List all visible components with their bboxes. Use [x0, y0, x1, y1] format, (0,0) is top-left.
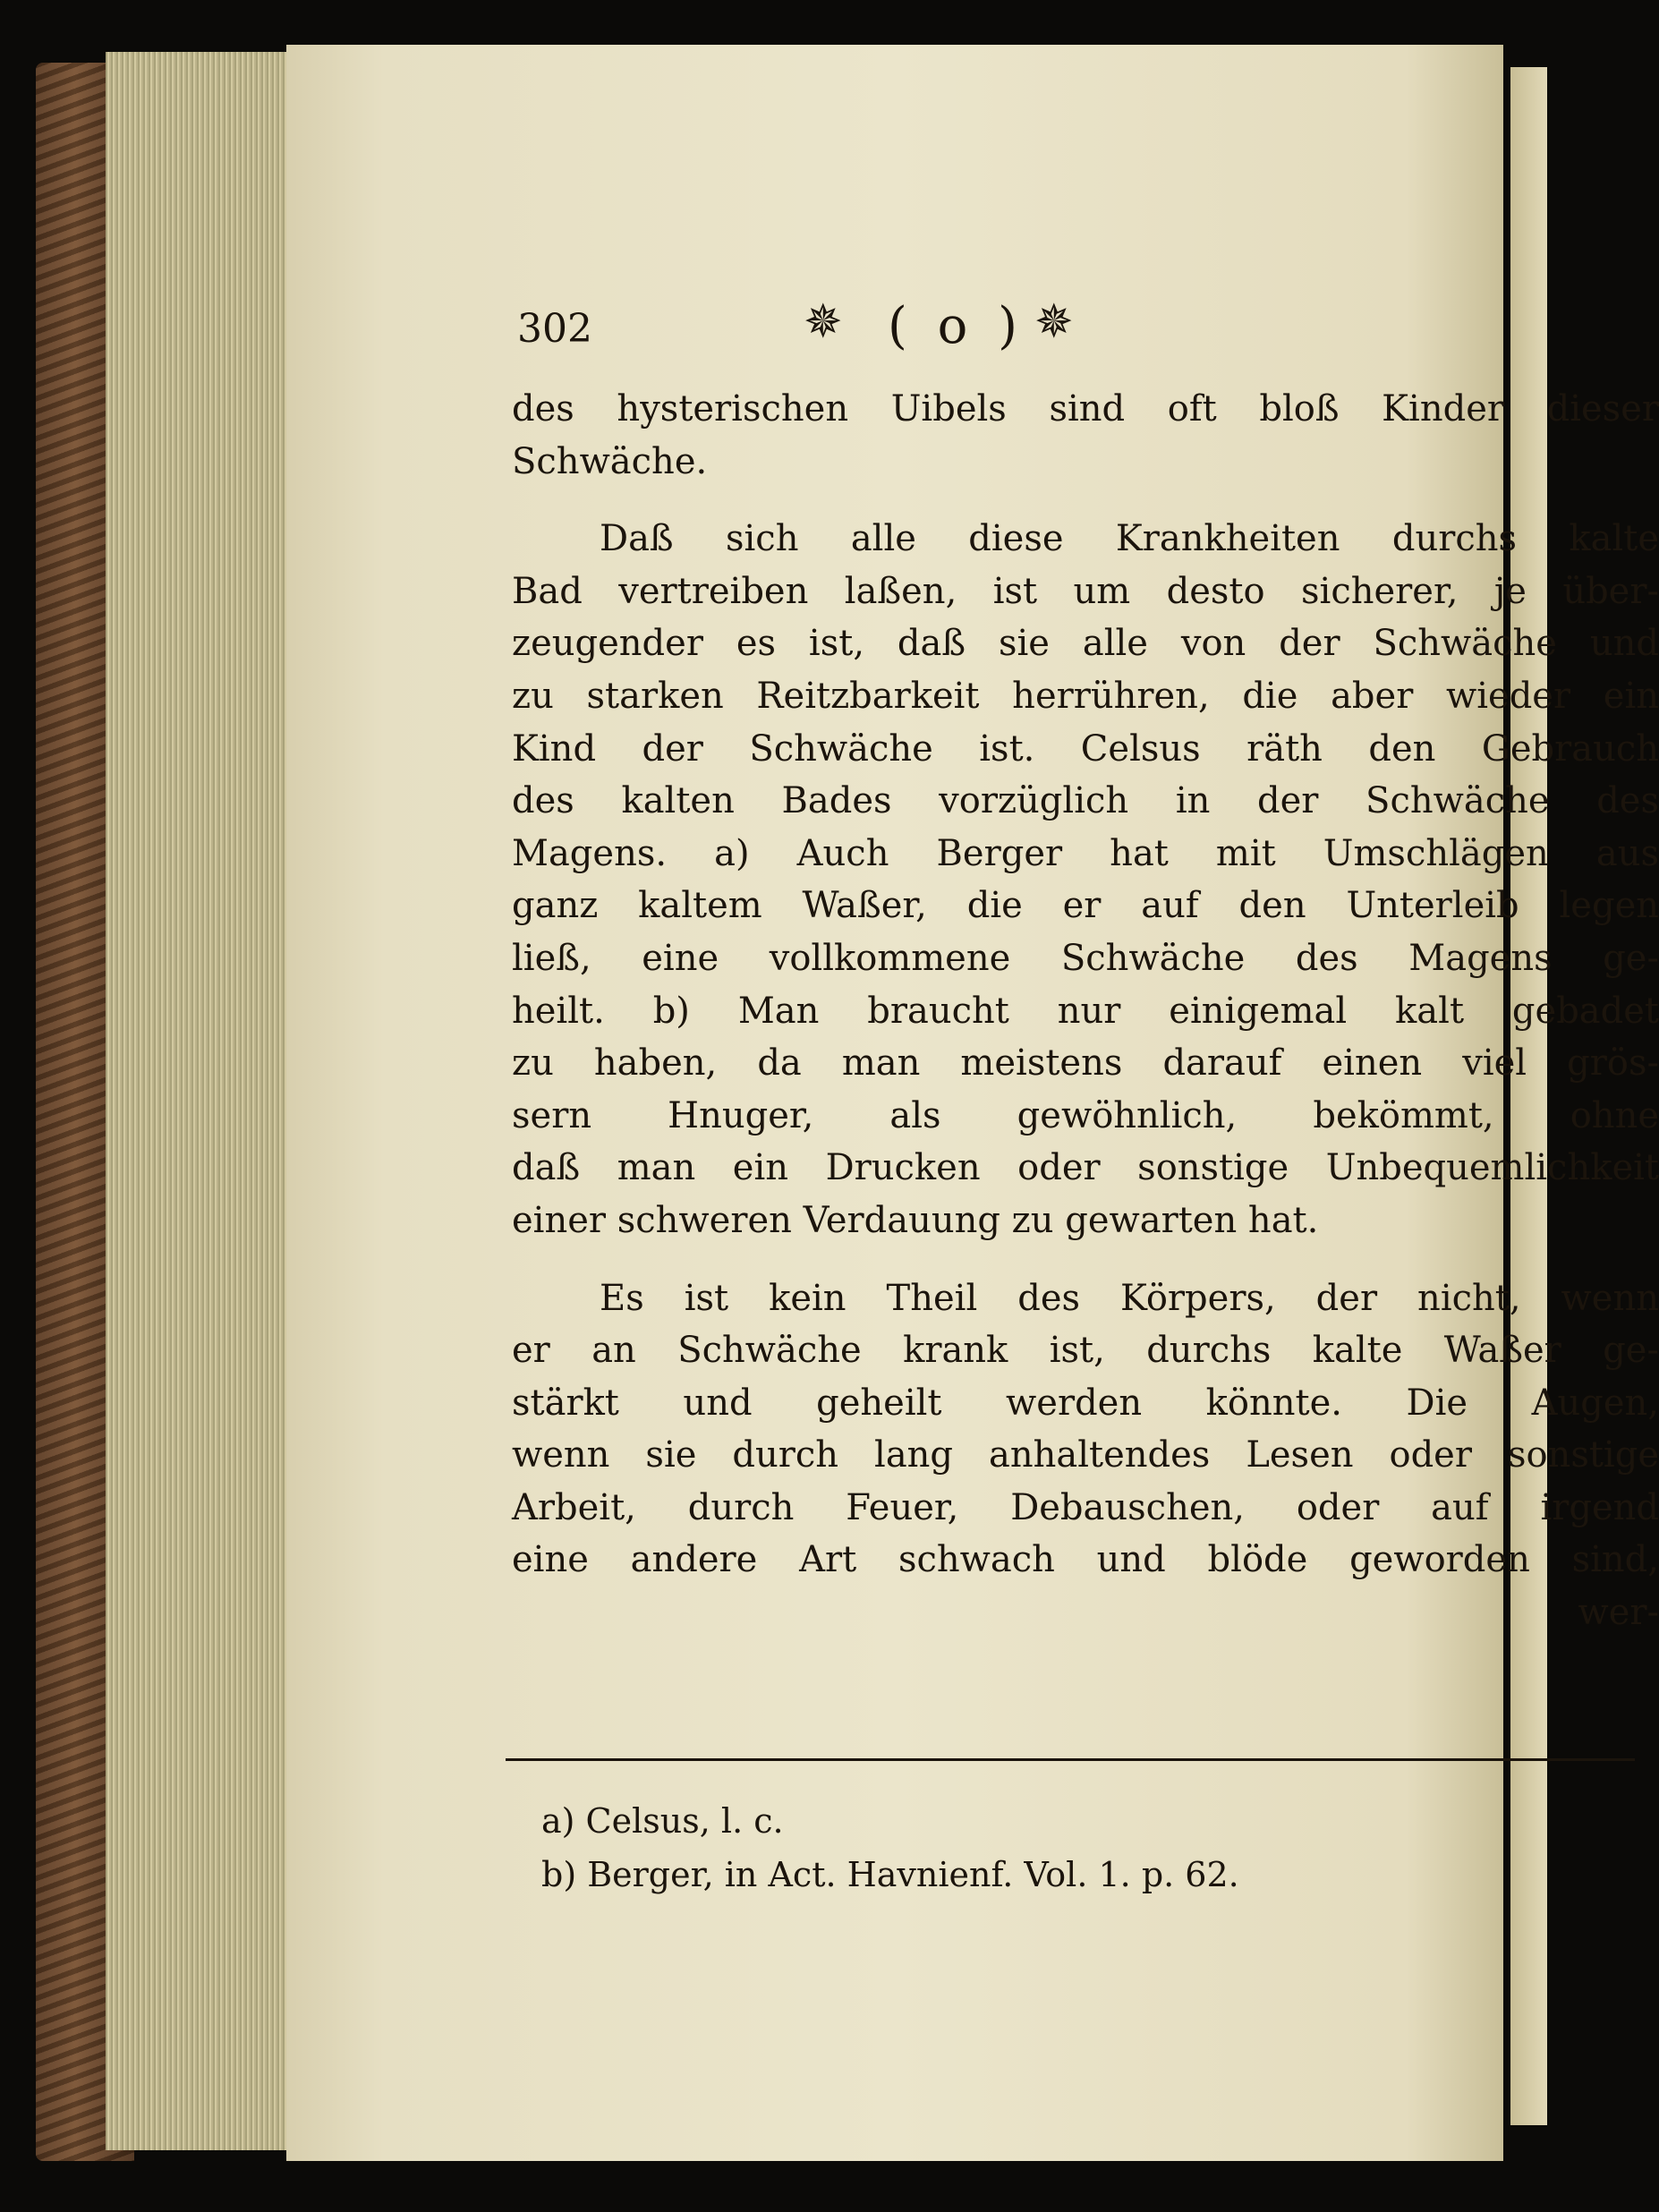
text-line: heilt. b) Man braucht nur einigemal kalt gebadet	[512, 990, 1659, 1032]
text-line: zeugender es ist, daß sie alle von der Schwäche und	[512, 623, 1659, 665]
page-header	[286, 288, 1503, 369]
text-line: sern Hnuger, als gewöhnlich, bekömmt, ohne	[512, 1094, 1659, 1136]
footnote-b: b) Berger, in Act. Havnienf. Vol. 1. p. 62.	[541, 1855, 1239, 1894]
text-line: Bad vertreiben laßen, ist um desto sicherer, je über-	[512, 570, 1659, 612]
text-line: Es ist kein Theil des Körpers, der nicht, wenn	[600, 1277, 1659, 1319]
text-line: Daß sich alle diese Krankheiten durchs kalte	[600, 518, 1659, 560]
paragraph-1	[512, 383, 1659, 488]
text-line: zu starken Reitzbarkeit herrühren, die aber wieder ein	[512, 675, 1659, 717]
text-line: Schwäche.	[512, 440, 708, 482]
footnotes	[541, 1794, 1239, 1901]
text-line: zu haben, da man meistens darauf einen viel grös-	[512, 1042, 1659, 1085]
header-mark: ( o )	[888, 297, 1025, 355]
page-edges	[106, 52, 298, 2150]
text-line: stärkt und geheilt werden könnte. Die Augen,	[512, 1382, 1659, 1424]
page-number: 302	[517, 306, 592, 352]
body-text	[512, 383, 1659, 1663]
text-line: des kalten Bades vorzüglich in der Schwäche des	[512, 780, 1659, 822]
ornament-left-icon: ✵	[804, 295, 843, 349]
footnote-a: a) Celsus, l. c.	[541, 1801, 784, 1841]
ornament-right-icon: ✵	[1034, 295, 1074, 349]
text-line: er an Schwäche krank ist, durchs kalte Waßer ge-	[512, 1330, 1659, 1372]
text-line: ließ, eine vollkommene Schwäche des Magens ge-	[512, 937, 1659, 979]
footnote-rule	[506, 1758, 1635, 1761]
text-line: des hysterischen Uibels sind oft bloß Kinder dieser	[512, 388, 1659, 430]
text-line: Kind der Schwäche ist. Celsus räth den Gebrauch	[512, 727, 1659, 770]
text-line: daß man ein Drucken oder sonstige Unbequemlichkeit	[512, 1147, 1659, 1189]
text-line: Arbeit, durch Feuer, Debauschen, oder auf irgend	[512, 1486, 1659, 1528]
catchword: wer-	[1578, 1592, 1659, 1634]
page	[286, 45, 1659, 2161]
text-line: ganz kaltem Waßer, die er auf den Unterleib legen	[512, 885, 1659, 927]
paragraph-3	[512, 1272, 1659, 1639]
text-line: wenn sie durch lang anhaltendes Lesen oder sonstige	[512, 1434, 1659, 1476]
text-line: eine andere Art schwach und blöde geworden sind,	[512, 1539, 1659, 1581]
paragraph-2	[512, 513, 1659, 1246]
text-line: einer schweren Verdauung zu gewarten hat.	[512, 1199, 1319, 1241]
text-line: Magens. a) Auch Berger hat mit Umschlägen aus	[512, 832, 1659, 874]
